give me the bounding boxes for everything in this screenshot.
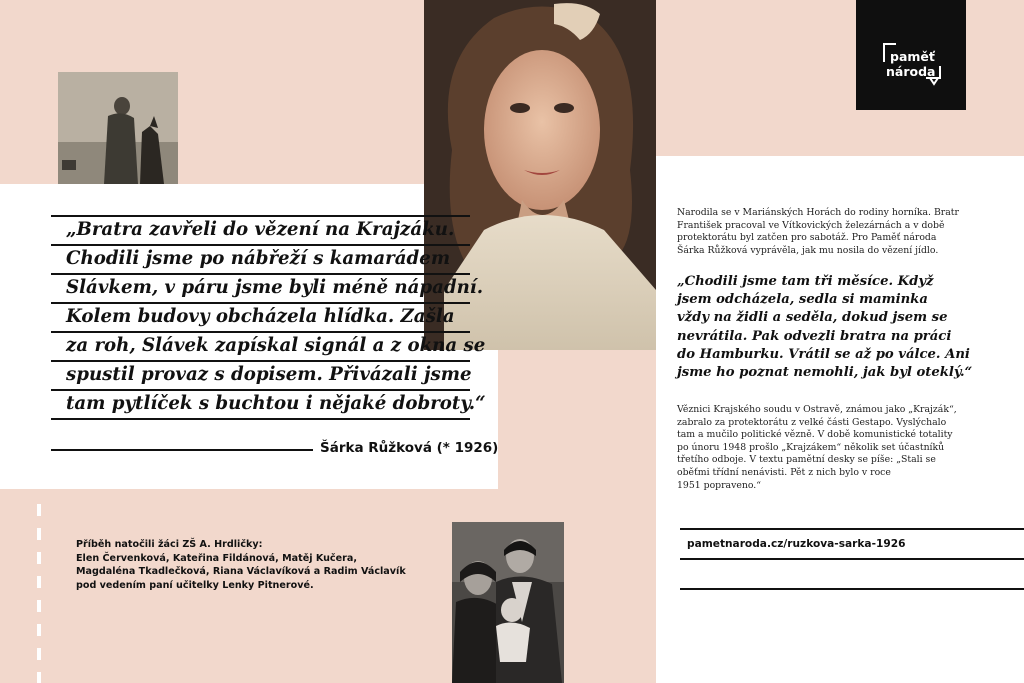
author-rule [51,449,313,451]
history-line: po únoru 1948 prošlo „Krajzákem“ několik set účastníků [677,441,945,453]
bio-paragraph [677,207,977,257]
secondary-quote [677,273,977,382]
quote-line: spustil provaz s dopisem. Přivázali jsme [66,364,472,385]
quote-line: Kolem budovy obcházela hlídka. Zašla [66,306,455,327]
credits-line: Magdaléna Tkadlečková, Riana Václavíková a Radim Václavík [76,566,406,577]
bio-line: Šárka Růžková vyprávěla, jak mu nosila do vězení jídlo. [677,244,939,256]
quote-line: Chodili jsme po nábřeží s kamarádem [66,248,451,269]
secondary-quote-line: jsme ho poznat nemohli, jak byl oteklý.“ [677,365,973,381]
secondary-quote-line: vždy na židli a seděla, dokud jsem se [677,310,948,326]
credits [76,538,416,592]
soldier-with-dog-photo [58,72,178,184]
logo-line2: národa [886,64,936,79]
credits-line: Příběh natočili žáci ZŠ A. Hrdličky: [76,539,263,550]
dashed-divider [37,504,41,683]
history-line: oběťmi třídní nenávisti. Pět z nich bylo v roce [677,466,891,478]
bio-line: protektorátu byl zatčen pro sabotáž. Pro Paměť národa [677,232,937,244]
secondary-quote-line: „Chodili jsme tam tři měsíce. Když [677,274,934,289]
credits-line: pod vedením paní učitelky Lenky Pitnerové. [76,579,314,591]
quote-line: za roh, Slávek zapískal signál a z okna se [66,335,486,356]
history-line: zabralo za protektorátu z velké části Gestapo. Vyslýchalo [677,416,947,428]
url-rule [680,588,1024,590]
quote-line: tam pytlíček s buchtou i nějaké dobroty.“ [66,393,486,414]
history-line: tam a mučilo politické vězně. V době komunistické totality [677,429,953,441]
url-rule [680,558,1024,560]
credits-line: Elen Červenková, Kateřina Fildánová, Matěj Kučera, [76,552,357,564]
secondary-quote-line: nevrátila. Pak odvezli bratra na práci [677,328,952,344]
logo-line1: paměť [890,49,935,64]
secondary-quote-line: do Hamburku. Vrátil se až po válce. Ani [677,346,970,362]
history-line: 1951 popraveno.“ [677,479,761,491]
family-photo [452,522,564,683]
quote-line: „Bratra zavřeli do vězení na Krajzáku. [66,219,455,240]
pamet-naroda-logo[interactable] [856,0,966,110]
url-rule [680,528,1024,530]
quote-rule [51,418,470,420]
pamet-naroda-logo-icon [856,0,966,110]
history-paragraph [677,404,977,492]
secondary-quote-line: jsem odcházela, sedla si maminka [677,292,928,308]
quote-line: Slávkem, v páru jsme byli méně nápadní. [66,277,484,298]
quote-author: Šárka Růžková (* 1926) [320,440,499,456]
story-url-link[interactable]: pametnaroda.cz/ruzkova-sarka-1926 [687,538,906,550]
bio-line: Narodila se v Mariánských Horách do rodiny horníka. Bratr [677,207,959,218]
history-line: Věznici Krajského soudu v Ostravě, známou jako „Krajzák“, [677,404,957,415]
history-line: třetího odboje. V textu pamětní desky se píše: „Stali se [677,454,936,466]
bio-line: František pracoval ve Vítkovických železárnách a v době [677,219,945,231]
